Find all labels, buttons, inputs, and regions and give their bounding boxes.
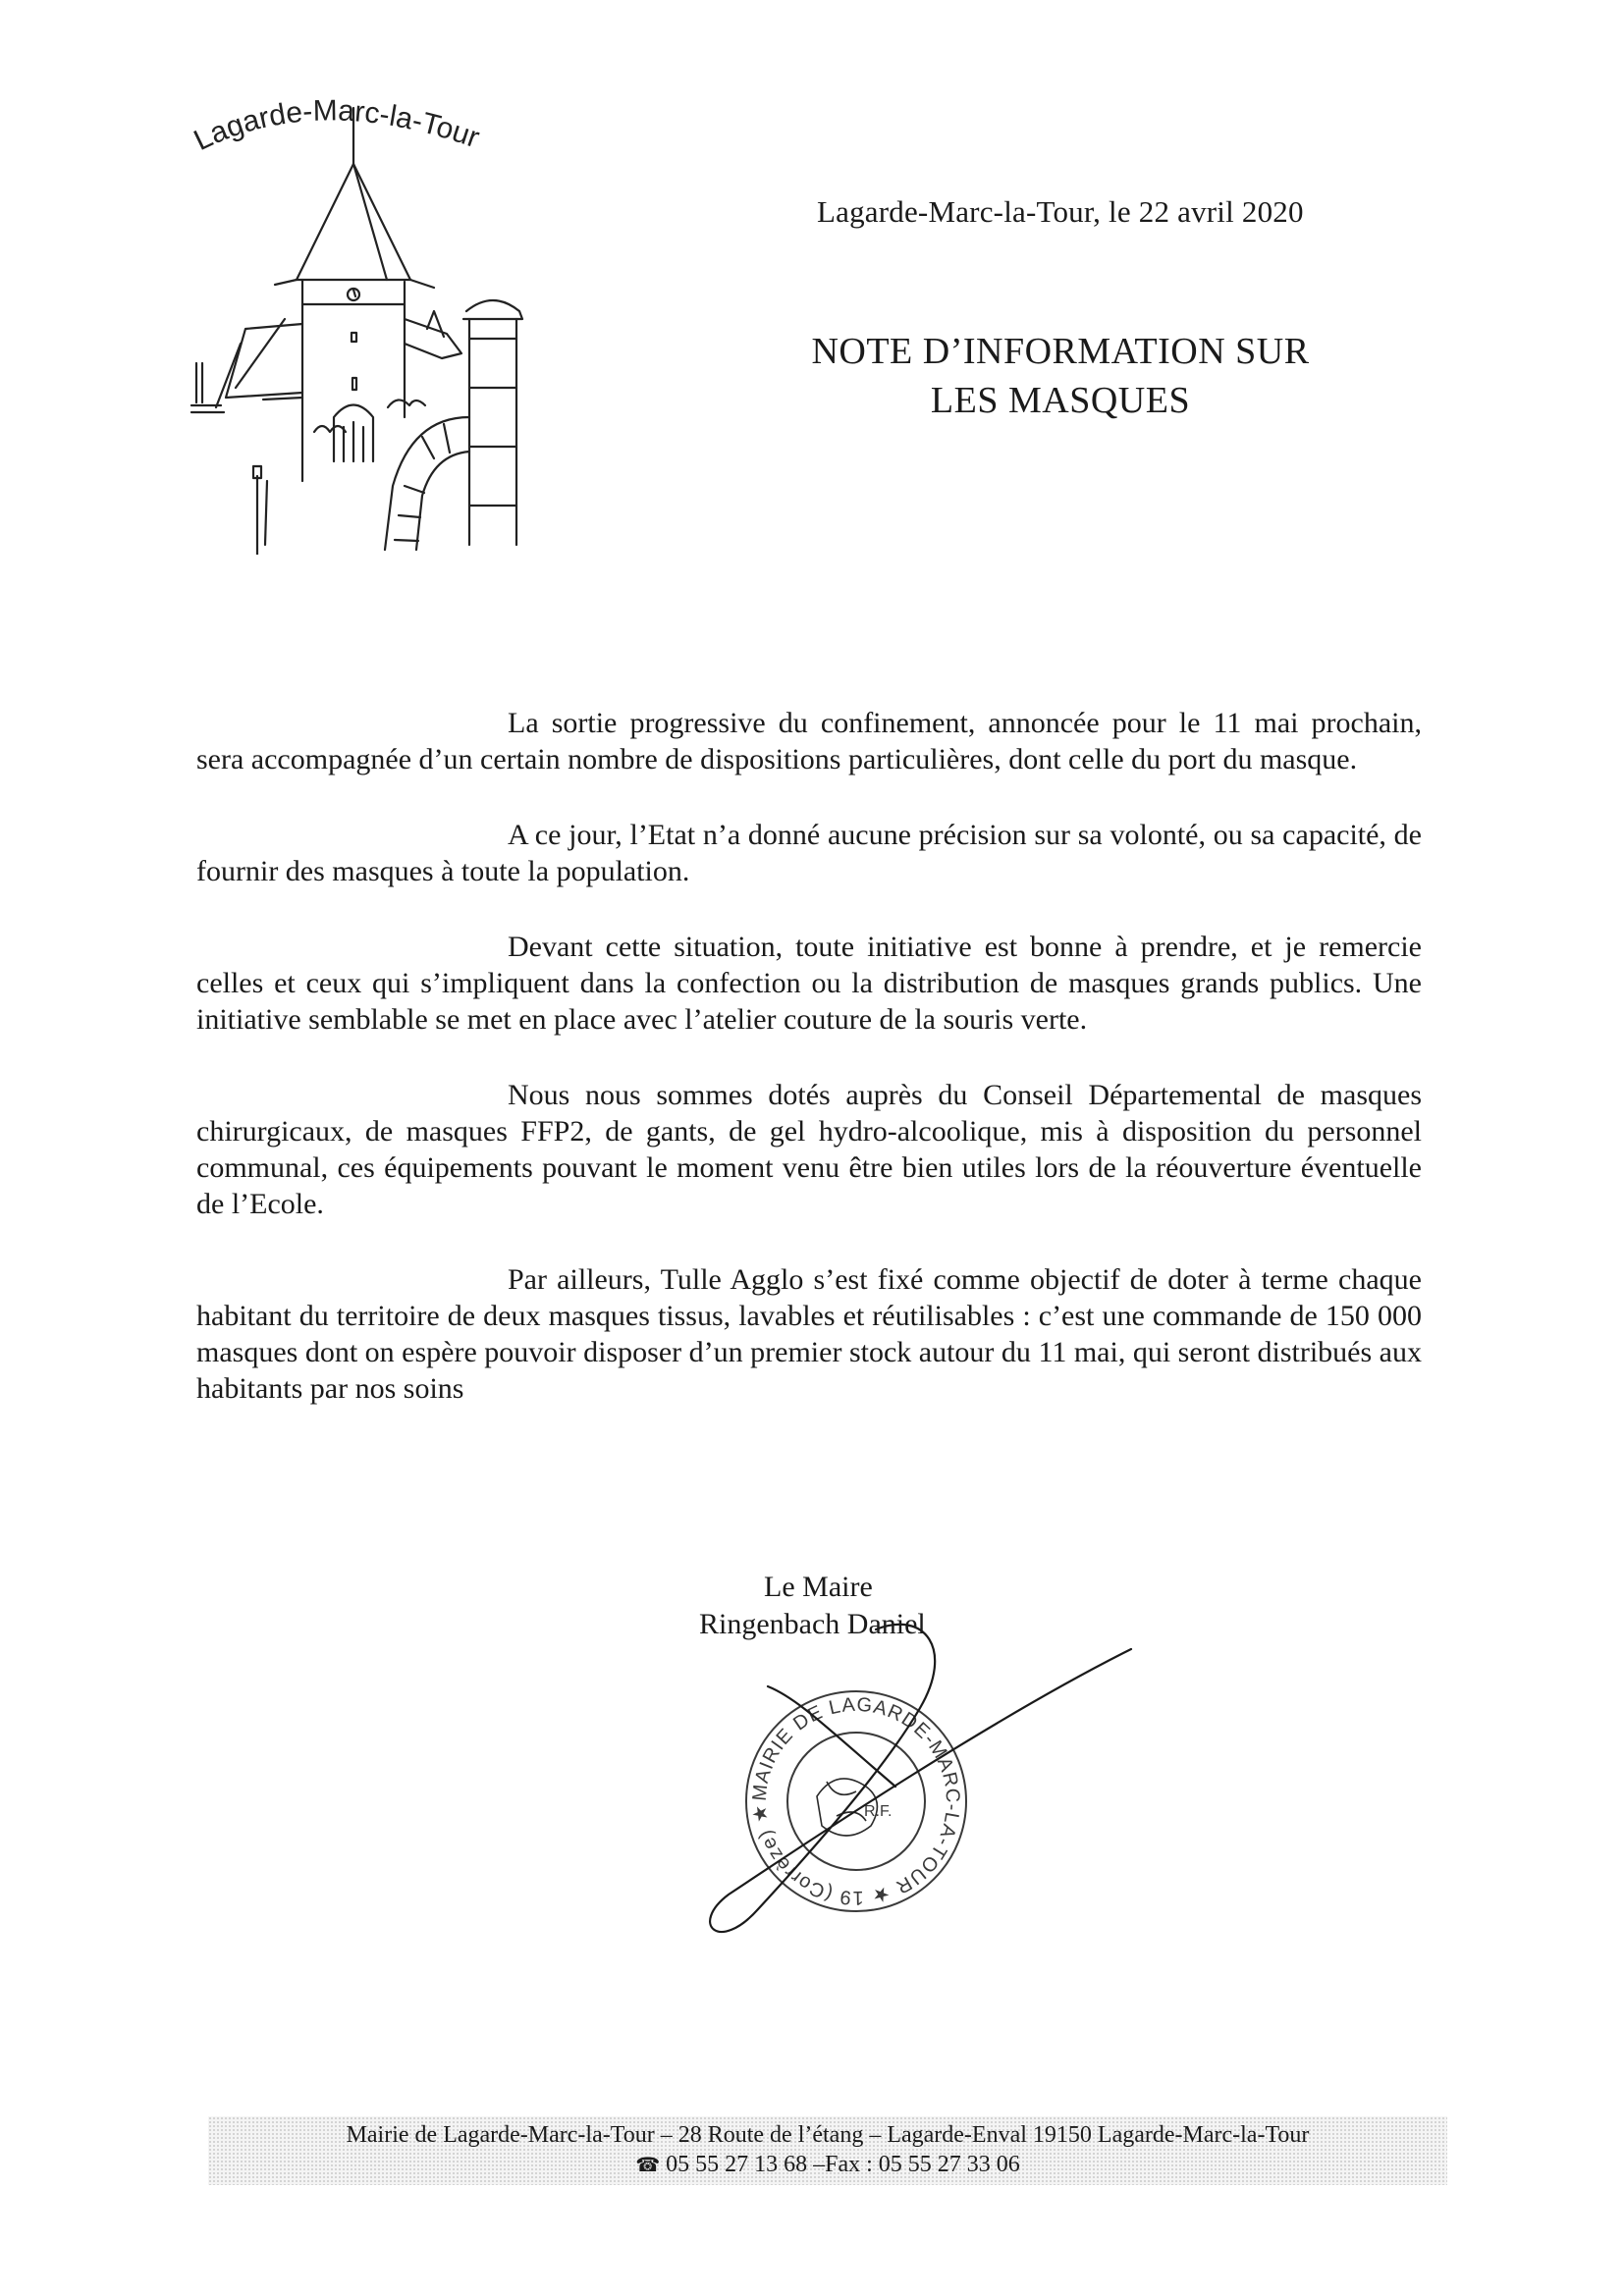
svg-text:R.F.: R.F.: [864, 1803, 893, 1820]
signature-block: [699, 1571, 1151, 1983]
footer-contact-line: [635, 2150, 1020, 2179]
title-line-2: LES MASQUES: [930, 380, 1191, 421]
logo-text: Lagarde-Marc-la-Tour: [189, 94, 484, 158]
signatory-role: Le Maire: [764, 1571, 873, 1603]
footer-address: [208, 2116, 1447, 2185]
church-tower-logo: [177, 93, 569, 555]
document-title: [756, 327, 1365, 425]
date-line: Lagarde-Marc-la-Tour, le 22 avril 2020: [817, 194, 1304, 229]
phone-icon: ☎: [635, 2153, 661, 2176]
svg-text:MAIRIE DE LAGARDE-MARC-LA-TOUR: MAIRIE DE LAGARDE-MARC-LA-TOUR ★ 19 (Corrèze) ★: [748, 1693, 964, 1909]
letter-body: [196, 705, 1422, 1446]
paragraph: Par ailleurs, Tulle Agglo s’est fixé comme objectif de doter à terme chaque habitant du territoire de deux masques tissus, lavables et réutilisables : c’est une commande de 150 000 masques dont on espère pouvoir disposer d’un premier stock autour du 11 mai, qui seront distribués aux habitants par nos soins: [196, 1263, 1422, 1405]
signatory-name: Ringenbach Daniel: [699, 1608, 926, 1640]
official-stamp: [699, 1571, 1151, 1983]
title-line-1: NOTE D’INFORMATION SUR: [811, 331, 1310, 372]
footer-address-line: Mairie de Lagarde-Marc-la-Tour – 28 Route de l’étang – Lagarde-Enval 19150 Lagarde-Marc-la-Tour: [346, 2122, 1310, 2148]
paragraph: La sortie progressive du confinement, annoncée pour le 11 mai prochain, sera accompagnée d’un certain nombre de dispositions particulières, dont celle du port du masque.: [196, 707, 1422, 775]
paragraph: Nous nous sommes dotés auprès du Conseil Départemental de masques chirurgicaux, de masques FFP2, de gants, de gel hydro-alcoolique, mis à disposition du personnel communal, ces équipements pouvant le moment venu être bien utiles lors de la réouverture éventuelle de l’Ecole.: [196, 1079, 1422, 1220]
paragraph: A ce jour, l’Etat n’a donné aucune précision sur sa volonté, ou sa capacité, de fournir des masques à toute la population.: [196, 819, 1422, 887]
footer-phone-fax: 05 55 27 13 68 –Fax : 05 55 27 33 06: [666, 2152, 1020, 2177]
paragraph: Devant cette situation, toute initiative est bonne à prendre, et je remercie celles et ceux qui s’impliquent dans la confection ou la distribution de masques grands publics. Une initiative semblable se met en place avec l’atelier couture de la souris verte.: [196, 931, 1422, 1036]
